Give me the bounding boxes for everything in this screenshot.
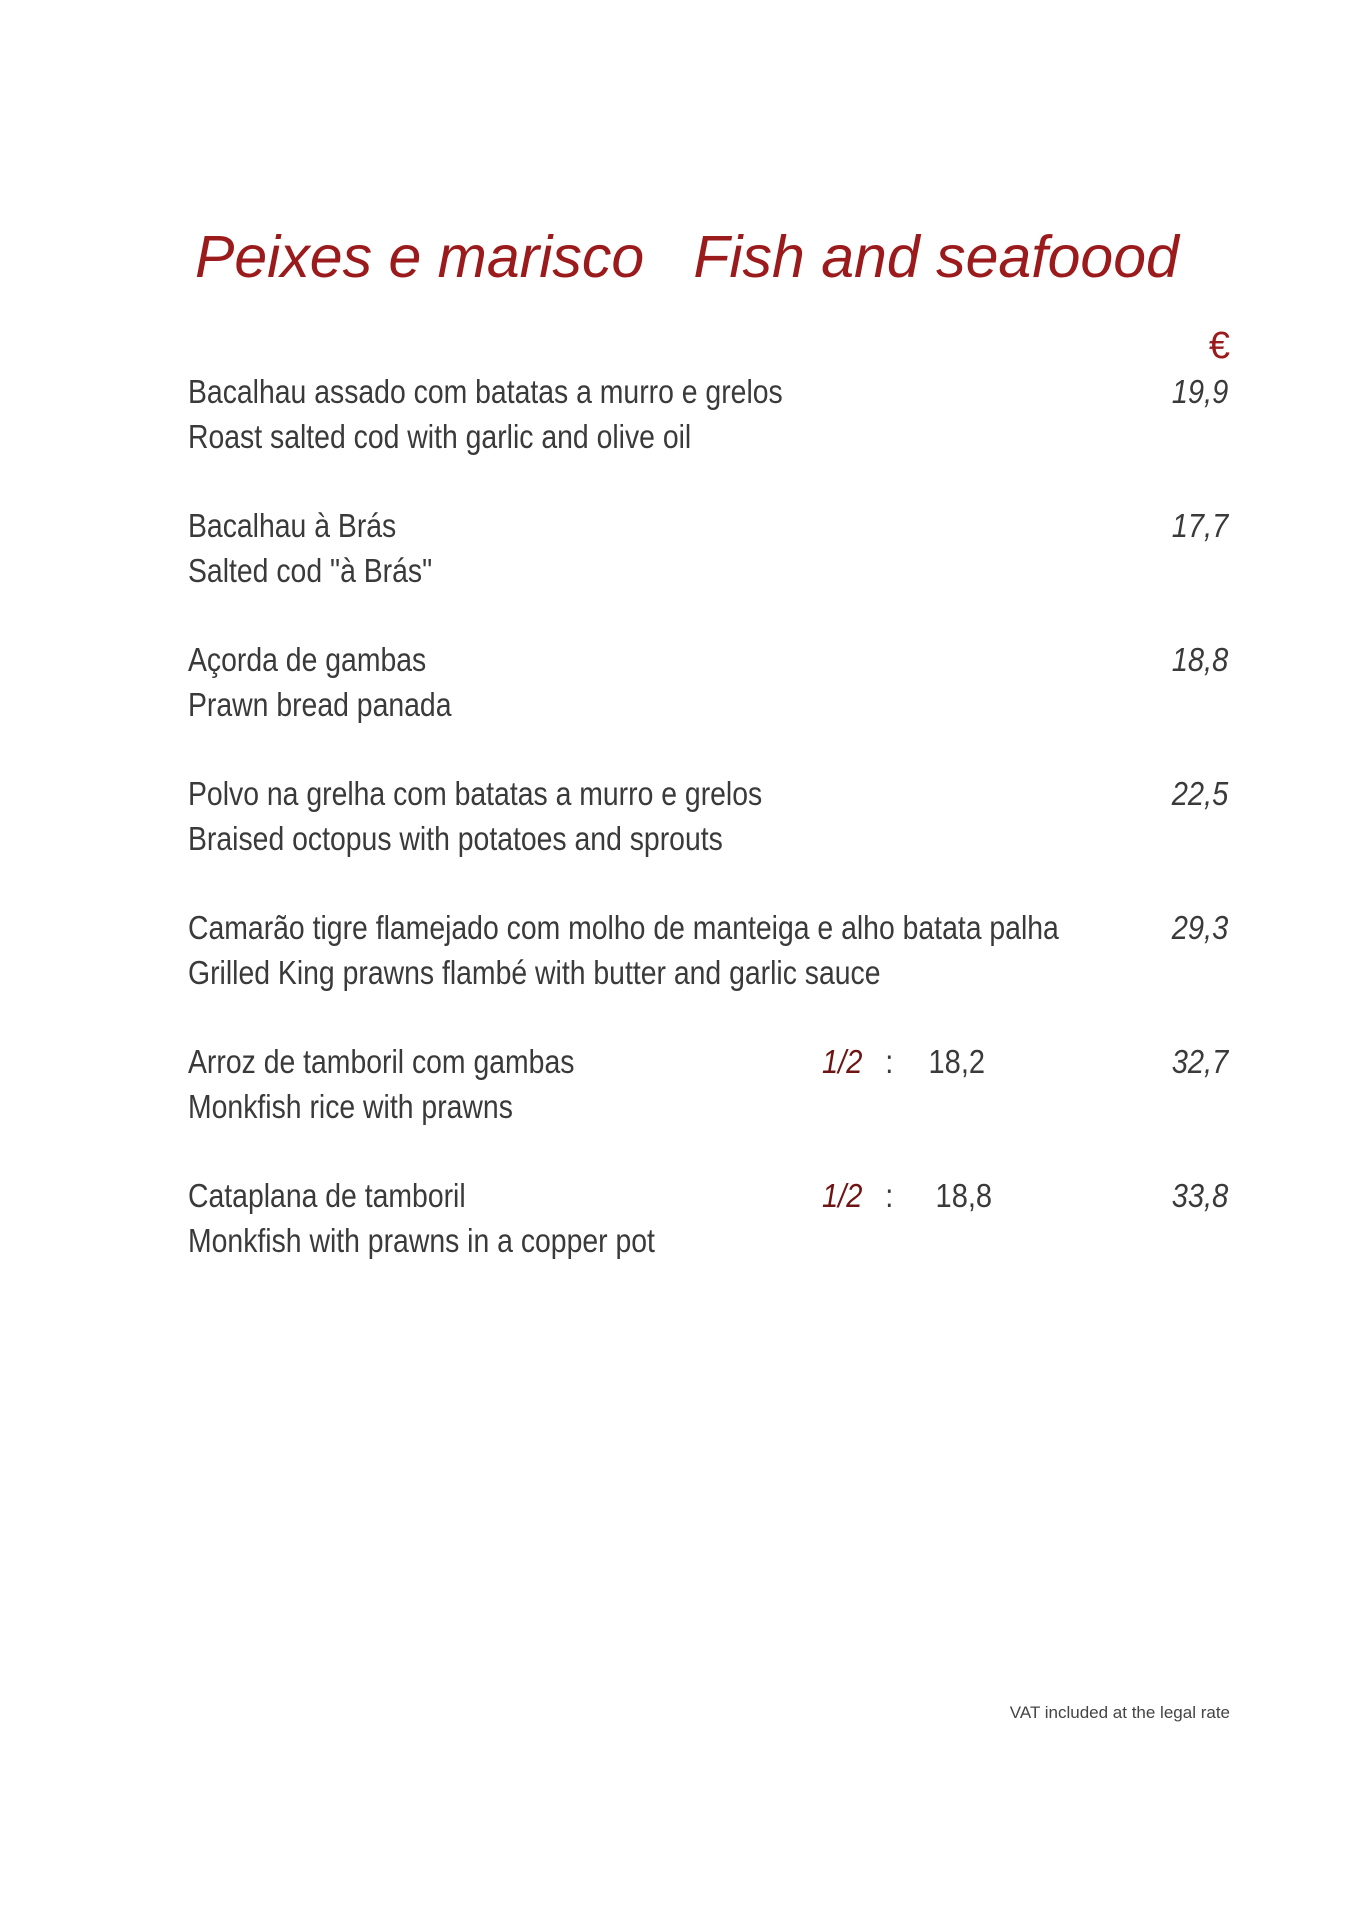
page-title: Peixes e marisco Fish and seafoood bbox=[195, 224, 1179, 290]
menu-item-bacalhau-a-bras bbox=[188, 504, 1228, 596]
menu-item-name-pt: Bacalhau à Brás bbox=[188, 507, 397, 544]
half-portion-price: 18,8 bbox=[935, 1177, 993, 1214]
menu-item-name-pt: Bacalhau assado com batatas a murro e grelos bbox=[188, 373, 783, 410]
menu-item-name-en: Roast salted cod with garlic and olive oil bbox=[188, 418, 692, 455]
half-portion bbox=[822, 1174, 992, 1218]
menu-item-price: 19,9 bbox=[1171, 373, 1228, 410]
menu-item-name-en: Monkfish with prawns in a copper pot bbox=[188, 1222, 655, 1259]
half-portion bbox=[822, 1040, 985, 1084]
menu-item-roast-salted-cod bbox=[188, 370, 1228, 462]
half-portion-label: 1/2 bbox=[822, 1177, 863, 1214]
menu-item-name-pt: Açorda de gambas bbox=[188, 641, 427, 678]
half-portion-separator: : bbox=[885, 1177, 894, 1214]
menu-item-name-en: Salted cod "à Brás" bbox=[188, 552, 433, 589]
menu-item-name-en: Prawn bread panada bbox=[188, 686, 452, 723]
menu-item-name-pt: Cataplana de tamboril bbox=[188, 1177, 466, 1214]
menu-item-cataplana-de-tamboril bbox=[188, 1174, 1228, 1266]
menu-item-camarao-tigre bbox=[188, 906, 1228, 998]
menu-item-price: 33,8 bbox=[1171, 1177, 1228, 1214]
menu-item-name-en: Monkfish rice with prawns bbox=[188, 1088, 513, 1125]
menu-item-name-pt: Arroz de tamboril com gambas bbox=[188, 1043, 575, 1080]
menu-item-price: 29,3 bbox=[1171, 909, 1228, 946]
currency-symbol: € bbox=[1208, 325, 1230, 367]
menu-item-name-en: Grilled King prawns flambé with butter and garlic sauce bbox=[188, 954, 881, 991]
menu-item-acorda-de-gambas bbox=[188, 638, 1228, 730]
menu-item-price: 32,7 bbox=[1171, 1043, 1228, 1080]
half-portion-separator: : bbox=[885, 1043, 894, 1080]
menu-item-name-en: Braised octopus with potatoes and sprouts bbox=[188, 820, 723, 857]
half-portion-price: 18,2 bbox=[928, 1043, 986, 1080]
half-portion-label: 1/2 bbox=[822, 1043, 863, 1080]
menu-item-name-pt: Polvo na grelha com batatas a murro e grelos bbox=[188, 775, 763, 812]
menu-item-name-pt: Camarão tigre flamejado com molho de manteiga e alho batata palha bbox=[188, 909, 1059, 946]
menu-item-price: 22,5 bbox=[1171, 775, 1228, 812]
menu-item-price: 17,7 bbox=[1171, 507, 1228, 544]
menu-item-arroz-de-tamboril bbox=[188, 1040, 1228, 1132]
vat-note: VAT included at the legal rate bbox=[1009, 1703, 1230, 1722]
menu-item-price: 18,8 bbox=[1171, 641, 1228, 678]
menu-item-polvo-na-grelha bbox=[188, 772, 1228, 864]
